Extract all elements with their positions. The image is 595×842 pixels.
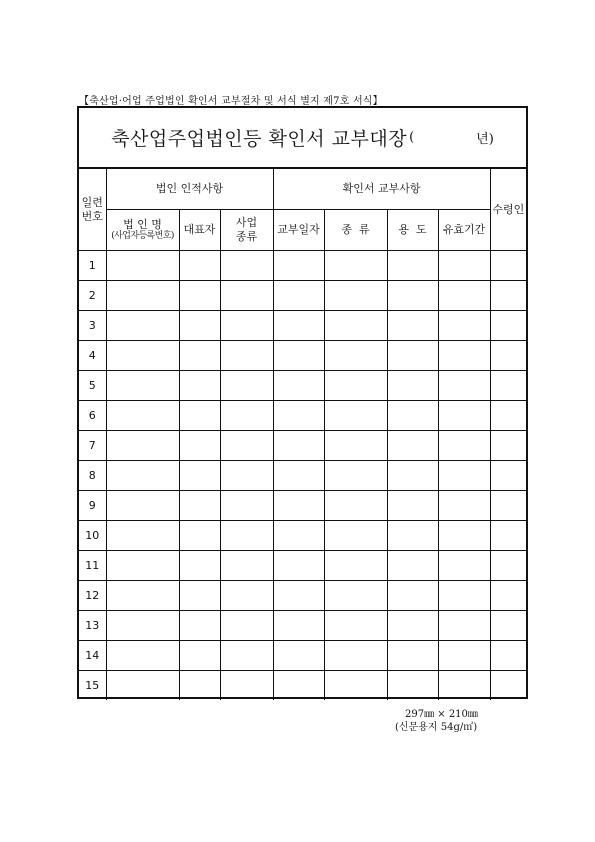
row-number: 1 [79, 251, 106, 281]
kind-cell[interactable] [324, 521, 387, 551]
kind-cell[interactable] [324, 581, 387, 611]
title-paren-open: ( [409, 130, 415, 145]
purpose-cell[interactable] [387, 401, 438, 431]
issue-date-cell[interactable] [273, 281, 324, 311]
paper-size: 297㎜ × 210㎜ [405, 709, 478, 720]
representative-cell[interactable] [179, 371, 220, 401]
row-number: 8 [79, 461, 106, 491]
recipient-cell[interactable] [490, 431, 526, 461]
business-type-cell[interactable] [220, 311, 273, 341]
recipient-cell[interactable] [490, 401, 526, 431]
recipient-cell[interactable] [490, 281, 526, 311]
row-number: 9 [79, 491, 106, 521]
row-number: 12 [79, 581, 106, 611]
validity-cell[interactable] [438, 671, 490, 701]
corp-name-cell[interactable] [106, 641, 179, 671]
business-type-cell[interactable] [220, 611, 273, 641]
corp-info-header: 법인 인적사항 [106, 169, 273, 210]
validity-cell[interactable] [438, 431, 490, 461]
kind-cell[interactable] [324, 251, 387, 281]
purpose-cell[interactable] [387, 311, 438, 341]
purpose-cell[interactable] [387, 581, 438, 611]
row-number: 13 [79, 611, 106, 641]
issue-date-cell[interactable] [273, 581, 324, 611]
kind-cell[interactable] [324, 491, 387, 521]
purpose-cell[interactable] [387, 251, 438, 281]
corp-name-cell[interactable] [106, 281, 179, 311]
issue-date-cell[interactable] [273, 251, 324, 281]
table-row [79, 521, 526, 551]
representative-cell[interactable] [179, 341, 220, 371]
table-row [79, 431, 526, 461]
title-box [79, 108, 526, 168]
issue-date-cell[interactable] [273, 371, 324, 401]
representative-cell[interactable] [179, 671, 220, 701]
paper-spec [395, 708, 478, 734]
validity-header: 유효기간 [438, 210, 490, 251]
issue-date-cell[interactable] [273, 671, 324, 701]
representative-cell[interactable] [179, 431, 220, 461]
form-title: 축산업주업법인등 확인서 교부대장 [111, 128, 408, 150]
kind-cell[interactable] [324, 641, 387, 671]
business-type-cell[interactable] [220, 641, 273, 671]
business-type-header: 사업 종류 [220, 210, 273, 251]
business-type-cell[interactable] [220, 401, 273, 431]
business-type-cell[interactable] [220, 431, 273, 461]
issue-date-header: 교부일자 [273, 210, 324, 251]
corp-name-cell[interactable] [106, 671, 179, 701]
row-number: 10 [79, 521, 106, 551]
serial-header: 일련 번호 [79, 169, 106, 251]
issue-date-cell[interactable] [273, 521, 324, 551]
purpose-cell[interactable] [387, 641, 438, 671]
table-row [79, 281, 526, 311]
kind-cell[interactable] [324, 311, 387, 341]
representative-header: 대표자 [179, 210, 220, 251]
business-type-cell[interactable] [220, 671, 273, 701]
representative-cell[interactable] [179, 581, 220, 611]
validity-cell[interactable] [438, 371, 490, 401]
kind-header: 종 류 [324, 210, 387, 251]
issue-info-header: 확인서 교부사항 [273, 169, 490, 210]
recipient-cell[interactable] [490, 461, 526, 491]
representative-cell[interactable] [179, 641, 220, 671]
row-number: 3 [79, 311, 106, 341]
recipient-cell[interactable] [490, 491, 526, 521]
purpose-cell[interactable] [387, 611, 438, 641]
issue-date-cell[interactable] [273, 341, 324, 371]
corp-name-cell[interactable] [106, 311, 179, 341]
validity-cell[interactable] [438, 551, 490, 581]
corp-name-header: 법 인 명 (사업자등록번호) [106, 210, 179, 251]
validity-cell[interactable] [438, 401, 490, 431]
table-row [79, 491, 526, 521]
kind-cell[interactable] [324, 401, 387, 431]
purpose-cell[interactable] [387, 431, 438, 461]
validity-cell[interactable] [438, 641, 490, 671]
kind-cell[interactable] [324, 341, 387, 371]
kind-cell[interactable] [324, 431, 387, 461]
purpose-cell[interactable] [387, 491, 438, 521]
table-row [79, 551, 526, 581]
row-number: 6 [79, 401, 106, 431]
recipient-cell[interactable] [490, 581, 526, 611]
purpose-cell[interactable] [387, 341, 438, 371]
table-row [79, 641, 526, 671]
table-row [79, 311, 526, 341]
form-reference: 【축산업·어업 주업법인 확인서 교부절차 및 서식 별지 제7호 서식】 [79, 96, 383, 107]
issue-date-cell[interactable] [273, 431, 324, 461]
kind-cell[interactable] [324, 281, 387, 311]
issue-date-cell[interactable] [273, 491, 324, 521]
issue-date-cell[interactable] [273, 641, 324, 671]
corp-name-cell[interactable] [106, 551, 179, 581]
representative-cell[interactable] [179, 401, 220, 431]
representative-cell[interactable] [179, 311, 220, 341]
ledger-form [77, 106, 528, 699]
kind-cell[interactable] [324, 611, 387, 641]
table-row [79, 581, 526, 611]
issue-date-cell[interactable] [273, 611, 324, 641]
representative-cell[interactable] [179, 491, 220, 521]
corp-name-cell[interactable] [106, 251, 179, 281]
validity-cell[interactable] [438, 461, 490, 491]
table-row [79, 251, 526, 281]
row-number: 4 [79, 341, 106, 371]
row-number: 11 [79, 551, 106, 581]
representative-cell[interactable] [179, 281, 220, 311]
purpose-cell[interactable] [387, 551, 438, 581]
ledger-table [79, 168, 526, 700]
recipient-cell[interactable] [490, 611, 526, 641]
row-number: 2 [79, 281, 106, 311]
recipient-cell[interactable] [490, 311, 526, 341]
validity-cell[interactable] [438, 521, 490, 551]
table-row [79, 371, 526, 401]
corp-name-cell[interactable] [106, 491, 179, 521]
representative-cell[interactable] [179, 551, 220, 581]
corp-name-cell[interactable] [106, 611, 179, 641]
business-type-cell[interactable] [220, 461, 273, 491]
recipient-cell[interactable] [490, 341, 526, 371]
purpose-cell[interactable] [387, 371, 438, 401]
table-row [79, 671, 526, 701]
business-type-cell[interactable] [220, 341, 273, 371]
corp-name-cell[interactable] [106, 581, 179, 611]
row-number: 15 [79, 671, 106, 701]
issue-date-cell[interactable] [273, 311, 324, 341]
paper-type: (신문용지 54g/㎡) [395, 722, 478, 733]
recipient-cell[interactable] [490, 551, 526, 581]
corp-name-cell[interactable] [106, 401, 179, 431]
representative-cell[interactable] [179, 521, 220, 551]
recipient-cell[interactable] [490, 521, 526, 551]
representative-cell[interactable] [179, 611, 220, 641]
corp-name-cell[interactable] [106, 461, 179, 491]
business-type-cell[interactable] [220, 491, 273, 521]
business-type-cell[interactable] [220, 281, 273, 311]
representative-cell[interactable] [179, 461, 220, 491]
business-type-cell[interactable] [220, 371, 273, 401]
recipient-cell[interactable] [490, 251, 526, 281]
kind-cell[interactable] [324, 461, 387, 491]
validity-cell[interactable] [438, 341, 490, 371]
row-number: 5 [79, 371, 106, 401]
issue-date-cell[interactable] [273, 461, 324, 491]
business-type-cell[interactable] [220, 581, 273, 611]
business-type-cell[interactable] [220, 521, 273, 551]
corp-name-cell[interactable] [106, 371, 179, 401]
validity-cell[interactable] [438, 251, 490, 281]
issue-date-cell[interactable] [273, 401, 324, 431]
purpose-cell[interactable] [387, 461, 438, 491]
purpose-cell[interactable] [387, 521, 438, 551]
business-type-cell[interactable] [220, 251, 273, 281]
validity-cell[interactable] [438, 281, 490, 311]
table-row [79, 341, 526, 371]
kind-cell[interactable] [324, 671, 387, 701]
table-row [79, 401, 526, 431]
recipient-header: 수령인 [490, 169, 526, 251]
purpose-cell[interactable] [387, 281, 438, 311]
representative-cell[interactable] [179, 251, 220, 281]
recipient-cell[interactable] [490, 671, 526, 701]
validity-cell[interactable] [438, 581, 490, 611]
recipient-cell[interactable] [490, 641, 526, 671]
title-year-label: 년) [476, 132, 494, 147]
purpose-header: 용 도 [387, 210, 438, 251]
kind-cell[interactable] [324, 371, 387, 401]
recipient-cell[interactable] [490, 371, 526, 401]
kind-cell[interactable] [324, 551, 387, 581]
business-type-cell[interactable] [220, 551, 273, 581]
table-row [79, 461, 526, 491]
table-row [79, 611, 526, 641]
issue-date-cell[interactable] [273, 551, 324, 581]
validity-cell[interactable] [438, 311, 490, 341]
corp-name-cell[interactable] [106, 431, 179, 461]
corp-name-cell[interactable] [106, 341, 179, 371]
corp-name-cell[interactable] [106, 521, 179, 551]
purpose-cell[interactable] [387, 671, 438, 701]
validity-cell[interactable] [438, 611, 490, 641]
validity-cell[interactable] [438, 491, 490, 521]
row-number: 7 [79, 431, 106, 461]
row-number: 14 [79, 641, 106, 671]
